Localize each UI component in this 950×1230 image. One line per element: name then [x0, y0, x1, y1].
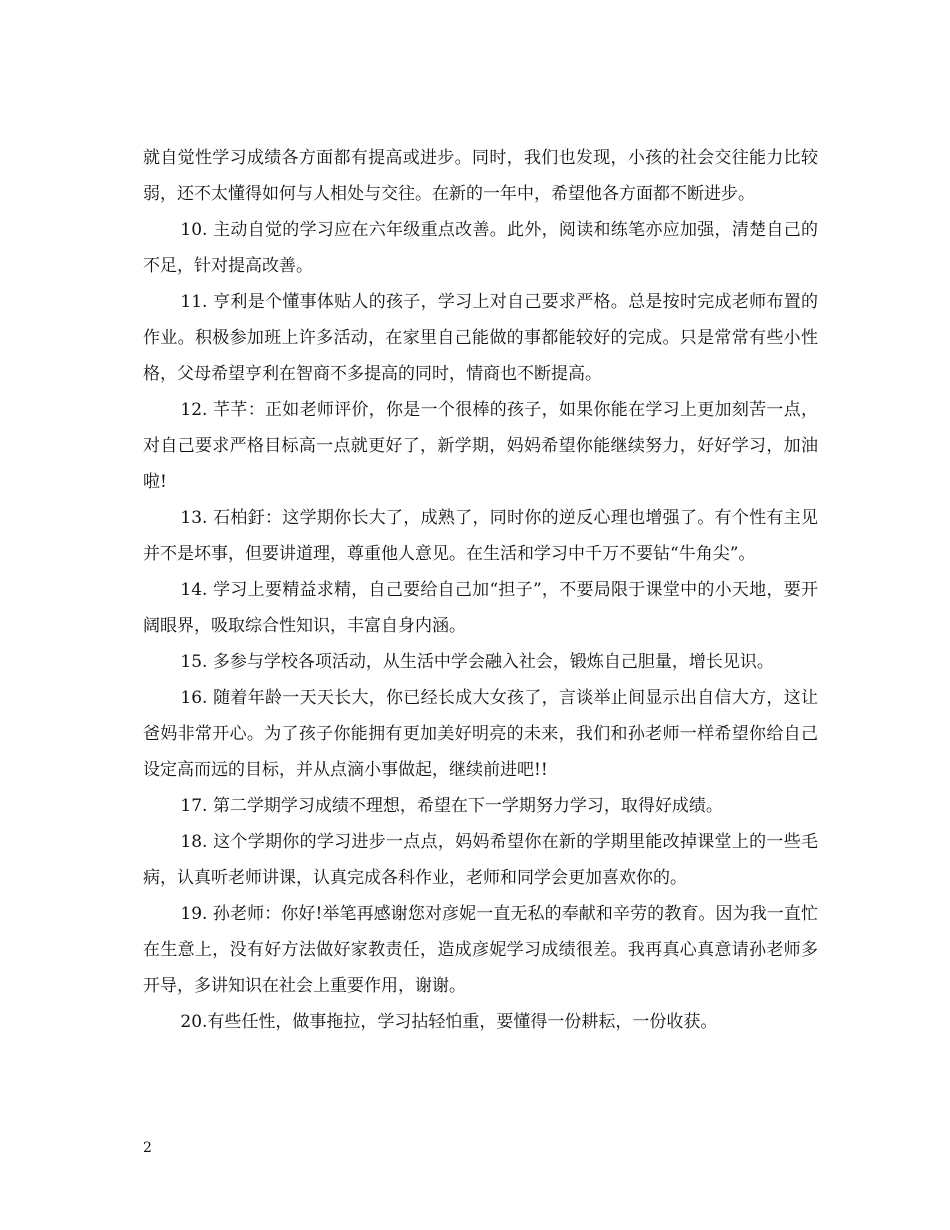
paragraph-item-10: 10. 主动自觉的学习应在六年级重点改善。此外，阅读和练笔亦应加强，清楚自己的不足，针对提高改善。: [143, 220, 818, 276]
paragraph-item-20: 20.有些任性，做事拖拉，学习拈轻怕重，要懂得一份耕耘，一份收获。: [180, 1012, 718, 1032]
paragraph-item-15: 15. 多参与学校各项活动，从生活中学会融入社会，锻炼自己胆量，增长见识。: [180, 652, 774, 672]
paragraph-item-11: 11. 亨利是个懂事体贴人的孩子，学习上对自己要求严格。总是按时完成老师布置的作业。积极参加班上许多活动，在家里自己能做的事都能较好的完成。只是常常有些小性格，父母希望亨利在智商不多提高的同时，情商也不断提高。: [143, 292, 818, 384]
paragraph-item-13: 13. 石柏釪：这学期你长大了，成熟了，同时你的逆反心理也增强了。有个性有主见并不是坏事，但要讲道理，尊重他人意见。在生活和学习中千万不要钻“牛角尖”。: [143, 508, 818, 564]
paragraph-item-12: 12. 芊芊：正如老师评价，你是一个很棒的孩子，如果你能在学习上更加刻苦一点，对自己要求严格目标高一点就更好了，新学期，妈妈希望你能继续努力，好好学习，加油啦!: [143, 400, 818, 492]
paragraph-item-18: 18. 这个学期你的学习进步一点点，妈妈希望你在新的学期里能改掉课堂上的一些毛病，认真听老师讲课，认真完成各科作业，老师和同学会更加喜欢你的。: [143, 832, 818, 888]
paragraph-item-17: 17. 第二学期学习成绩不理想，希望在下一学期努力学习，取得好成绩。: [180, 796, 723, 816]
paragraph-item-14: 14. 学习上要精益求精，自己要给自己加“担子”，不要局限于课堂中的小天地，要开阔眼界，吸取综合性知识，丰富自身内涵。: [143, 580, 818, 636]
paragraph-item-16: 16. 随着年龄一天天长大，你已经长成大女孩了，言谈举止间显示出自信大方，这让爸妈非常开心。为了孩子你能拥有更加美好明亮的未来，我们和孙老师一样希望你给自己设定高而远的目标，并从点滴小事做起，继续前进吧!!: [143, 688, 818, 780]
page-number: 2: [143, 1140, 152, 1156]
paragraph-continuation: 就自觉性学习成绩各方面都有提高或进步。同时，我们也发现，小孩的社会交往能力比较弱，还不太懂得如何与人相处与交往。在新的一年中，希望他各方面都不断进步。: [143, 148, 818, 204]
document-body: [143, 140, 818, 1040]
paragraph-item-19: 19. 孙老师：你好!举笔再感谢您对彦妮一直无私的奉献和辛劳的教育。因为我一直忙在生意上，没有好方法做好家教责任，造成彦妮学习成绩很差。我再真心真意请孙老师多开导，多讲知识在社会上重要作用，谢谢。: [143, 904, 818, 996]
